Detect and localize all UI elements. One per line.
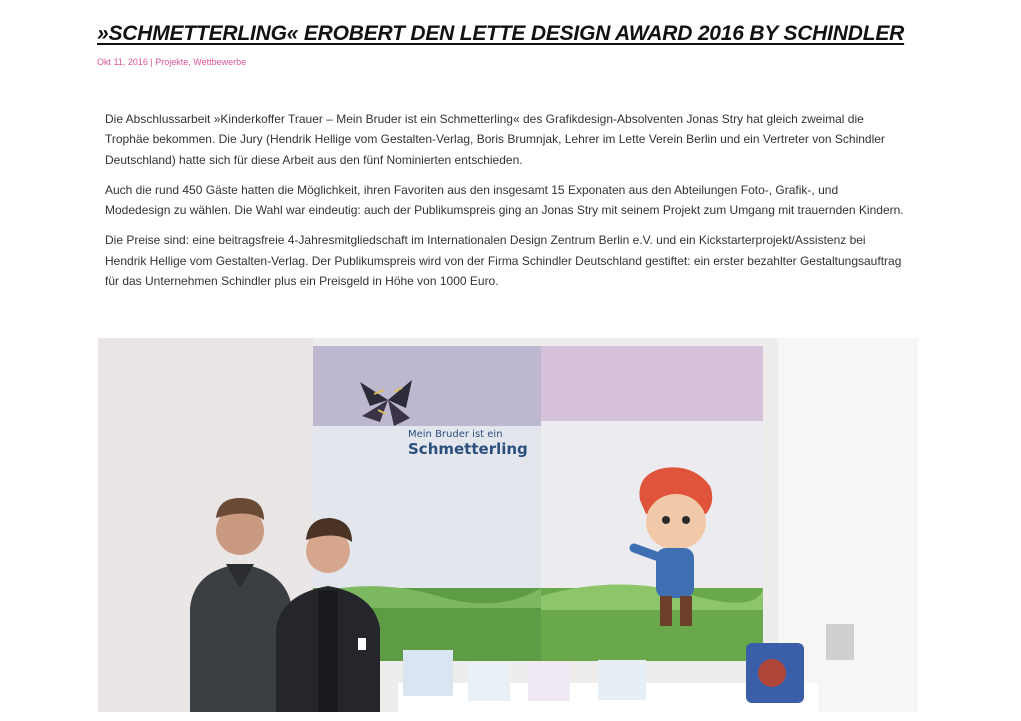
article-body: [105, 109, 905, 301]
category-link-projekte[interactable]: Projekte: [155, 57, 189, 67]
qr-sign: [826, 624, 854, 660]
poster-text-line-2: Schmetterling: [408, 440, 528, 458]
paragraph-1: Die Abschlussarbeit »Kinderkoffer Trauer – Mein Bruder ist ein Schmetterling« des Grafikdesign-Absolventen Jonas Stry hat gleich zweimal die Trophäe bekommen. Die Jury (Hendrik Hellige vom Gestalten-Verlag, Boris Brumnjak, Lehrer im Lette Verein Berlin und ein Vertreter von Schindler Deutschland) hatte sich für diese Arbeit aus den fünf Nominierten entschieden.: [105, 112, 885, 167]
meta-separator: |: [147, 57, 156, 67]
post-meta: [97, 57, 246, 67]
article-photo[interactable]: [98, 338, 918, 712]
paragraph-2: Auch die rund 450 Gäste hatten die Möglichkeit, ihren Favoriten aus den insgesamt 15 Exponaten aus den Abteilungen Foto-, Grafik-, und Modedesign zu wählen. Die Wahl war eindeutig: auch der Publikumspreis ging an Jonas Stry mit seinem Projekt zum Umgang mit trauernden Kindern.: [105, 182, 904, 218]
post-date: Okt 11, 2016: [97, 57, 148, 67]
article-title[interactable]: »SCHMETTERLING« EROBERT DEN LETTE DESIGN AWARD 2016 BY SCHINDLER: [97, 22, 905, 45]
paragraph-3: Die Preise sind: eine beitragsfreie 4-Jahresmitgliedschaft im Internationalen Design Zentrum Berlin e.V. und ein Kickstarterprojekt/Assistenz bei Hendrik Hellige vom Gestalten-Verlag. Der Publikumspreis wird von der Firma Schindler Deutschland gestiftet: ein erster bezahlter Gestaltungsauftrag für das Unternehmen Schindler plus ein Preisgeld in Höhe von 1000 Euro.: [105, 233, 902, 289]
photo-illustration: [98, 338, 918, 712]
category-separator: ,: [188, 57, 194, 67]
category-link-wettbewerbe[interactable]: Wettbewerbe: [193, 57, 247, 67]
poster-text-line-1: Mein Bruder ist ein: [408, 429, 503, 440]
